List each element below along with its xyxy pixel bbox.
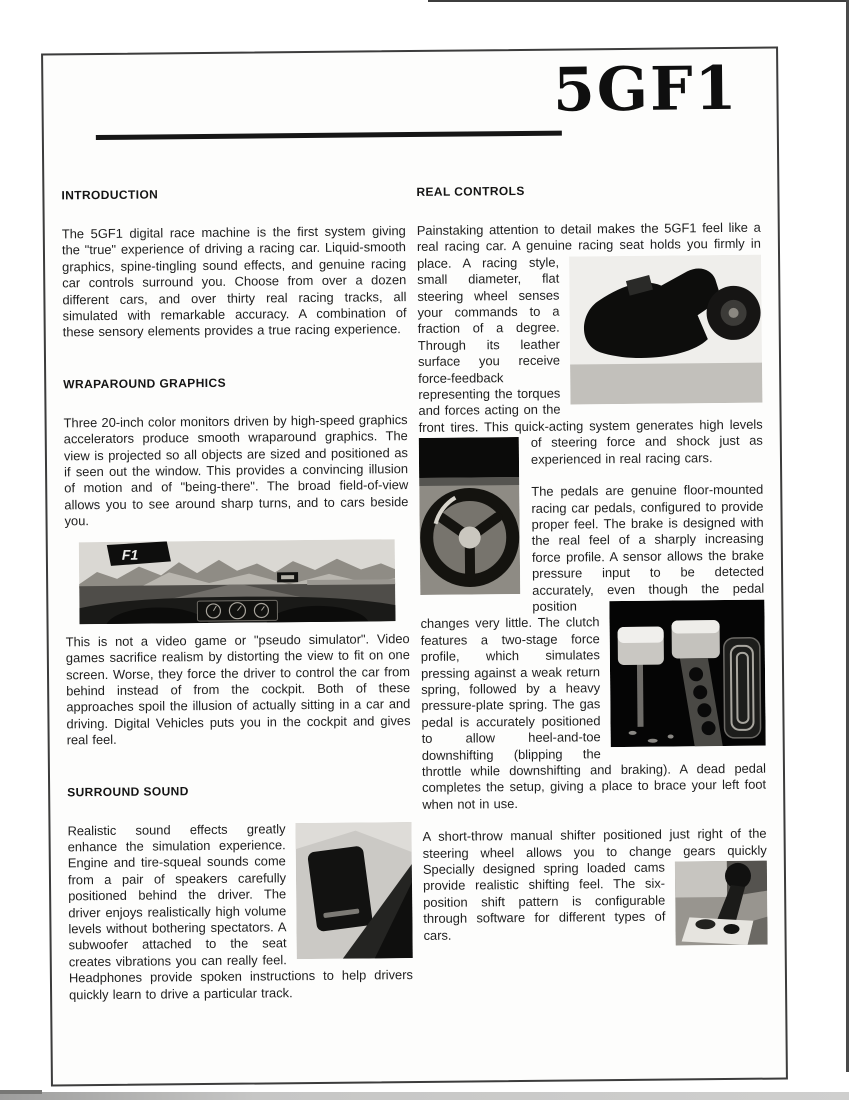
- shifter-text-2: Specially designed spring loaded cams provide realistic shifting feel. The six-position shift pattern is configurable through software for different types of cars.: [422, 859, 666, 943]
- introduction-paragraph: The 5GF1 digital race machine is the first system giving the "true" experience of driving a racing car. Liquid-smooth graphics, spine-tingling sound effects, and genuine racing car controls surround you. Choose from over a dozen different cars, and over thirty real racing tracks, all simulated with remarkable accuracy. A combination of these sensory elements provides a true racing experience.: [61, 223, 407, 340]
- steering-wheel-image: [419, 437, 521, 595]
- section-heading-introduction: INTRODUCTION: [61, 187, 159, 203]
- speaker-image: [295, 822, 412, 959]
- pedals-image: [609, 600, 765, 747]
- scan-top-edge: [428, 0, 849, 2]
- page-header: [43, 49, 777, 174]
- shifter-text-1: A short-throw manual shifter positioned just right of the steering wheel allows you to change gears quickly: [422, 825, 767, 861]
- real-controls-text-3: of steering force and shock just as experienced in real racing cars.: [530, 432, 763, 467]
- racing-seat-image: [569, 254, 762, 404]
- surround-sound-text: Realistic sound effects greatly enhance the simulation experience. Engine and tire-squeal sounds come from a pair of speakers carefully positioned behind the driver. The driver enjoys realistically high volume levels without bothering spectators. A subwoofer attached to the seat creates vibrations you can really feel. Headphones provide spoken instructions to help drivers quickly learn to drive a particular track.: [67, 820, 413, 1002]
- f1-sign-label: F1: [121, 546, 139, 563]
- surround-sound-paragraph: [67, 820, 413, 1004]
- pedals-text-1: The pedals are genuine floor-mounted racing car pedals, configured to provide proper feel. The brake is designed with the real feel of a sharply increasing force profile. A sensor allows the brake pressure input to be detected accurately, even: [531, 481, 765, 598]
- real-controls-text-1: Painstaking attention to detail makes the 5GF1 feel like a real racing car. A genuine racing seat holds you firmly in: [416, 219, 761, 255]
- scan-bottom-bar: [0, 1092, 849, 1100]
- pseudo-simulator-paragraph: This is not a video game or "pseudo simulator". Video games sacrifice realism by distorting the view to fit on one screen. Worse, they force the driver to control the car from behind instead of from the cockpit. Both of these approaches spoil the illusion of actually sitting in a car and driving. Digital Vehicles puts you in the cockpit and gives real feel.: [65, 630, 411, 748]
- shifter-paragraph: [423, 826, 768, 944]
- section-heading-wraparound-graphics: WRAPAROUND GRAPHICS: [63, 375, 227, 392]
- two-column-layout: [44, 167, 785, 1004]
- cockpit-view-image: [79, 539, 396, 624]
- wraparound-graphics-paragraph: Three 20-inch color monitors driven by high-speed graphics accelerators produce smooth wraparound graphics. The view is projected so all objects are sized and positioned as if seen out the window. This provides a convincing illusion of motion and of "being-there". The broad field-of-view allows you to see around sharp turns, and to cars beside you.: [63, 411, 409, 529]
- scan-corner-mark: [0, 1090, 42, 1094]
- section-heading-real-controls: REAL CONTROLS: [416, 183, 525, 199]
- left-column: [61, 170, 413, 1003]
- brochure-page: [41, 46, 788, 1086]
- real-controls-text-2: place. A racing style, small diameter, flat steering wheel senses your commands to a fraction of a degree. Through its leather surface you receive force-feedback representing the torques and forces acting on the front tires. This quick-acting system generates high levels: [417, 254, 763, 435]
- shifter-image: [675, 861, 768, 946]
- real-controls-paragraph: [417, 220, 763, 469]
- right-column: [416, 167, 768, 1000]
- page-title: 5GF1: [552, 53, 739, 126]
- pedals-text-2: though the pedal position changes very little. The clutch features a two-stage force profile, which simulates pressing against a weak return spring, followed by a heavy pressure-plate spring. The gas pedal is accurately positioned to allow heel-and-toe downshifting (blipping the throttle while downshifting and braking). A dead pedal completes the setup, giving a place to brace your left foot when not in use.: [420, 580, 767, 812]
- title-rule: [96, 131, 562, 140]
- section-heading-surround-sound: SURROUND SOUND: [67, 783, 189, 799]
